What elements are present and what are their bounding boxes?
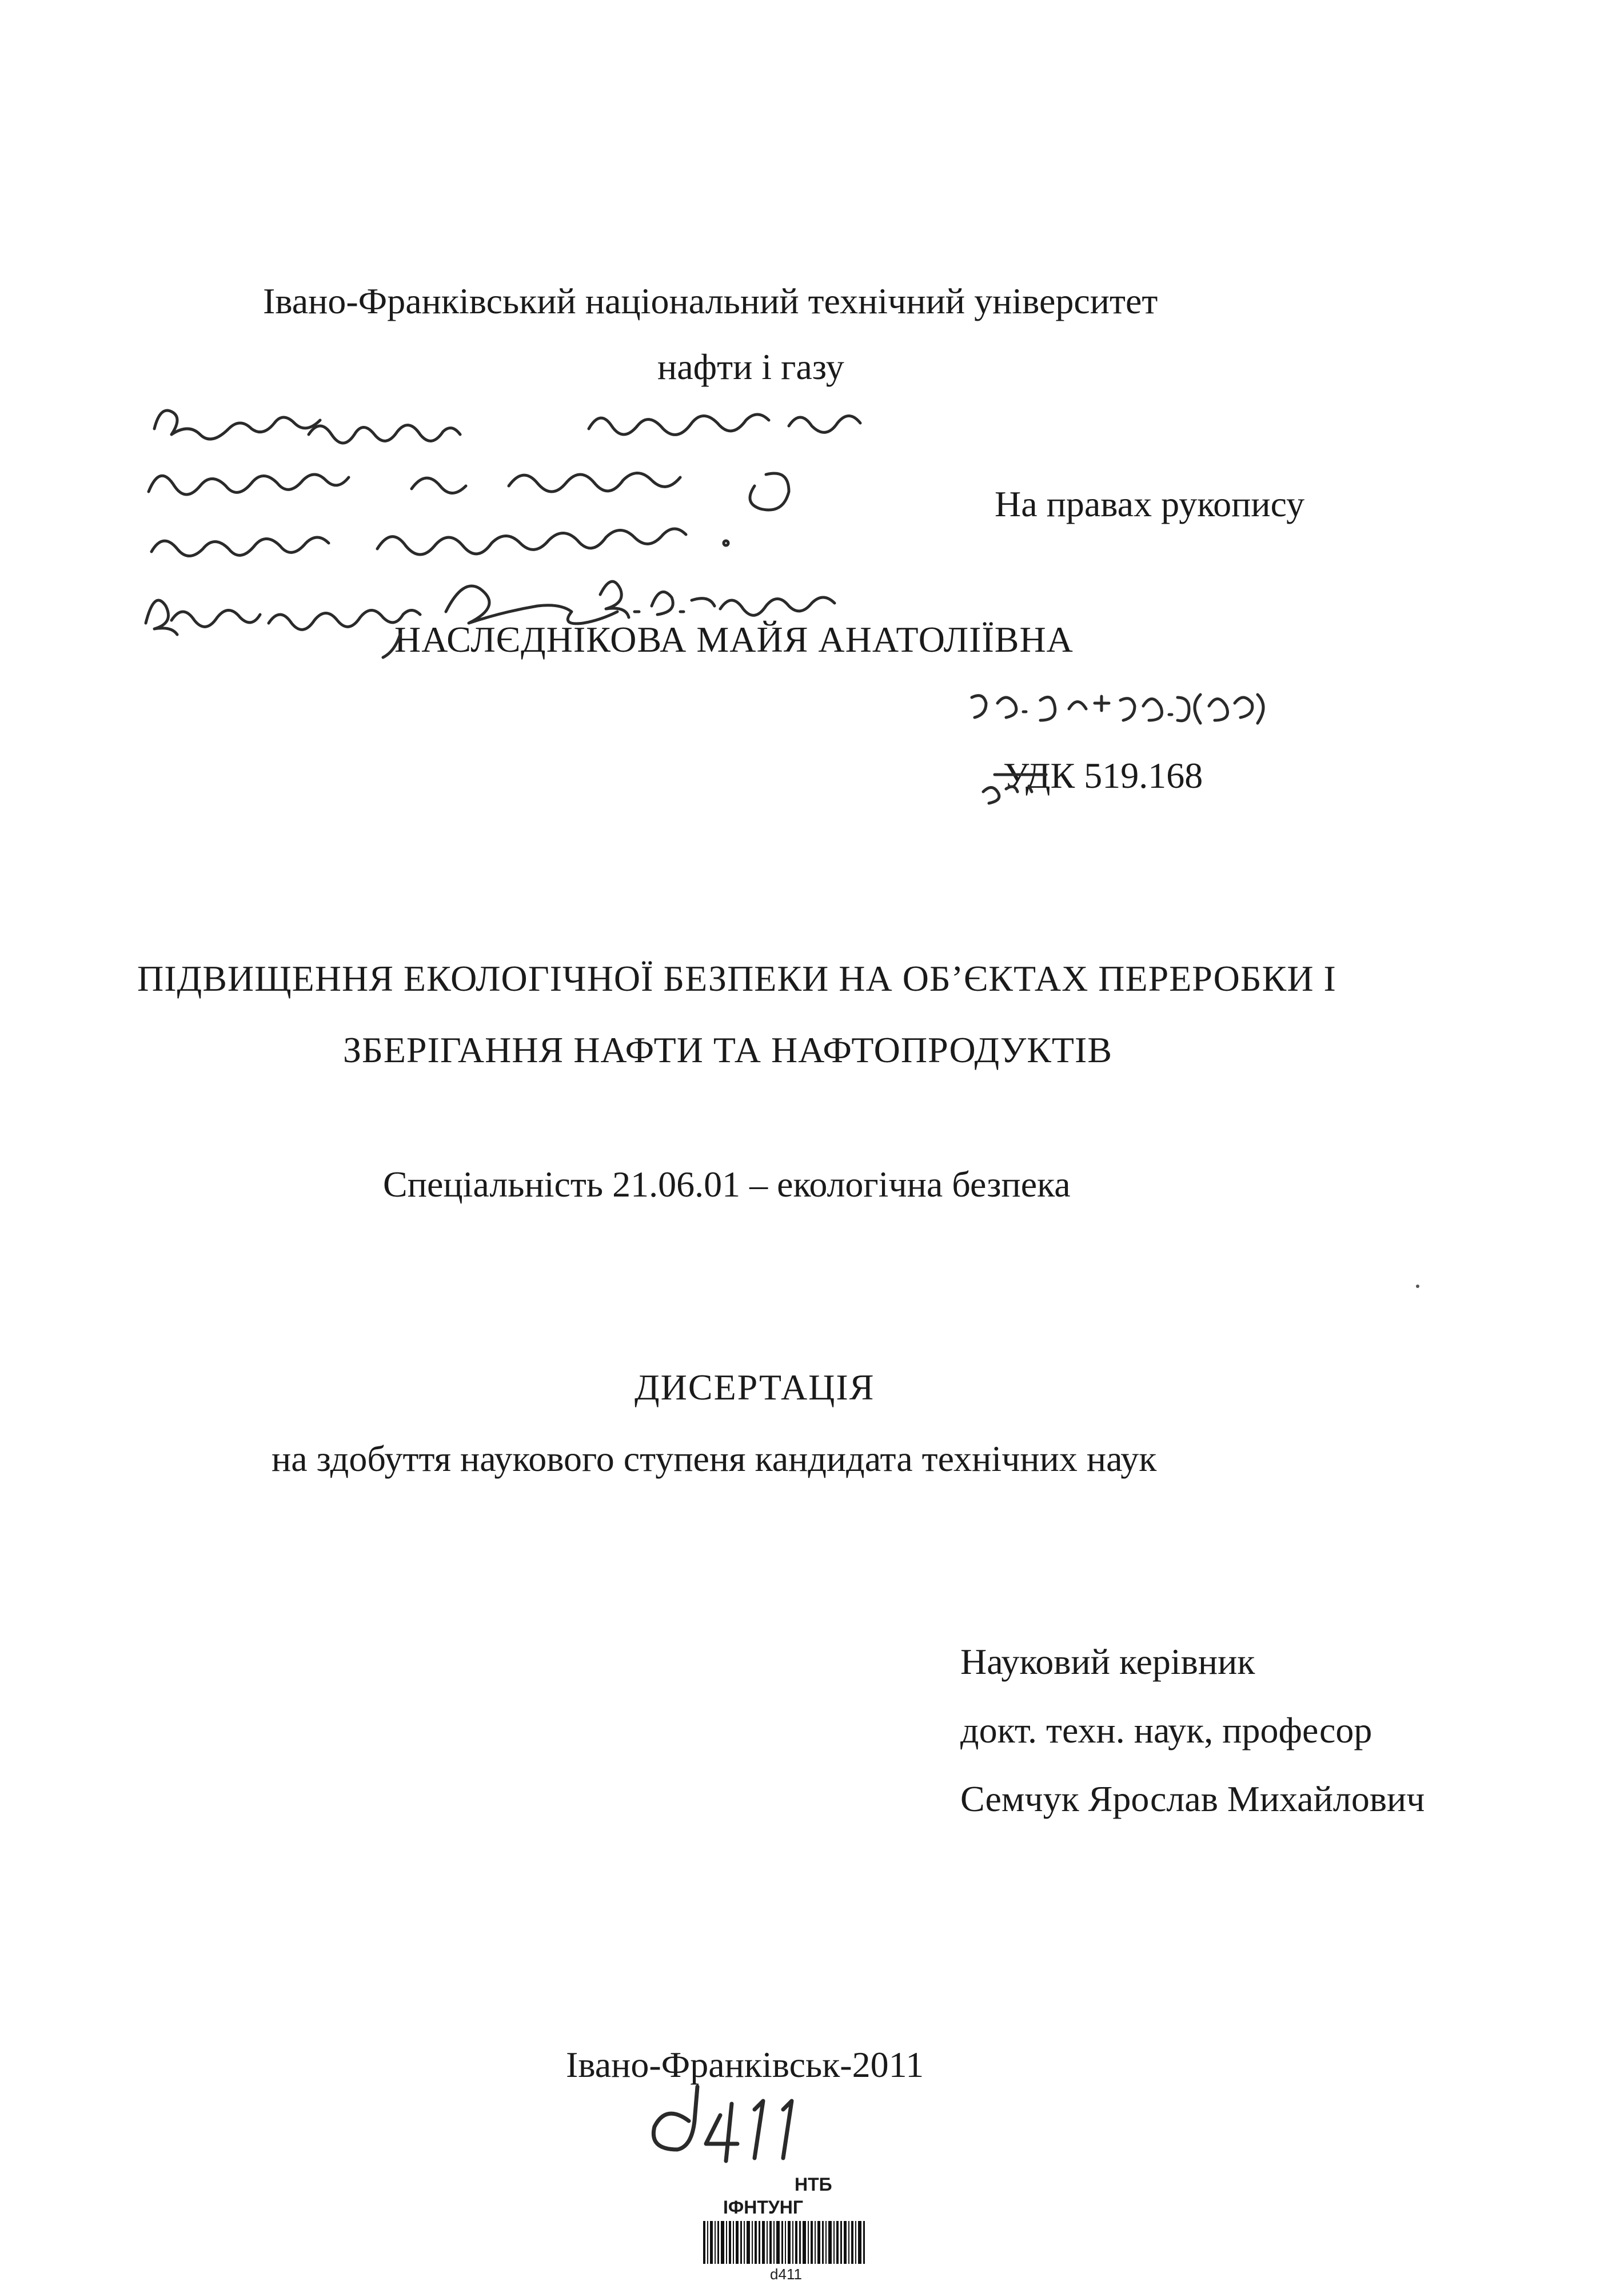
document-type-heading: ДИСЕРТАЦІЯ (635, 1367, 875, 1407)
dissertation-title-line1: ПІДВИЩЕННЯ ЕКОЛОГІЧНОЇ БЕЗПЕКИ НА ОБ’ЄКТАХ ПЕРЕРОБКИ І (137, 958, 1336, 999)
handwritten-note-line2 (149, 473, 789, 511)
specialty-line: Спеціальність 21.06.01 – екологічна безпека (383, 1164, 1071, 1205)
dissertation-title-line2: ЗБЕРІГАННЯ НАФТИ ТА НАФТОПРОДУКТІВ (343, 1030, 1112, 1070)
university-name-line2: нафти і газу (657, 346, 844, 387)
city-year: Івано-Франківськ-2011 (566, 2044, 924, 2085)
library-stamp-line1: НТБ (795, 2174, 832, 2195)
degree-line: на здобуття наукового ступеня кандидата технічних наук (272, 1438, 1157, 1479)
udc-code: УДК 519.168 (1003, 755, 1203, 796)
supervisor-name: Семчук Ярослав Михайлович (960, 1778, 1425, 1819)
supervisor-role: Науковий керівник (960, 1641, 1255, 1682)
supervisor-title: докт. техн. наук, професор (960, 1710, 1372, 1750)
handwritten-note-line3 (151, 529, 728, 556)
university-name-line1: Івано-Франківський національний технічний університет (263, 281, 1158, 321)
barcode-number: d411 (770, 2266, 802, 2281)
manuscript-rights-label: На правах рукопису (995, 484, 1305, 524)
author-name: НАСЛЄДНІКОВА МАЙЯ АНАТОЛІЇВНА (394, 619, 1074, 660)
library-stamp-line2: ІФНТУНГ (723, 2197, 804, 2218)
handwritten-shelf-mark (653, 2087, 792, 2161)
scan-speck (1416, 1285, 1419, 1288)
handwritten-note-line1 (154, 410, 860, 443)
library-barcode (703, 2221, 869, 2281)
